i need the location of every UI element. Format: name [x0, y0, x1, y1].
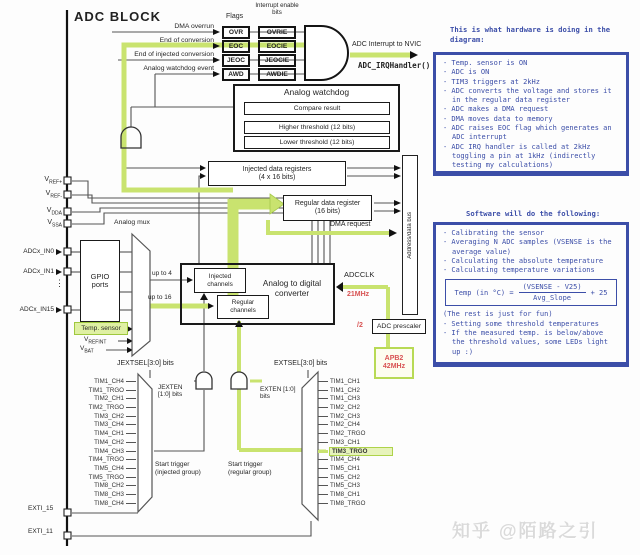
hw-panel-title: This is what hardware is doing in the diagram:: [450, 25, 611, 44]
exten-label: EXTEN [1:0] bits: [260, 386, 296, 400]
and-gate-exten: [231, 372, 247, 389]
trigger-label: TIM1_CH4: [94, 377, 124, 385]
injected-channels-label: Injected channels: [207, 272, 233, 288]
pin-exti11: EXTI_11: [28, 528, 53, 535]
prescaler-div-label: /2: [357, 322, 363, 329]
event-label: Analog watchdog event: [143, 65, 214, 72]
trigger-label: TIM5_CH4: [94, 465, 124, 473]
lower-threshold-box: [244, 136, 390, 149]
trigger-dash: [126, 433, 136, 434]
formula-fraction: [519, 283, 586, 302]
jexten-label: JEXTEN [1:0] bits: [158, 384, 183, 398]
sw-panel-extra-item: - If the measured temp. is below/above the threshold values, some LEDs light up :): [443, 329, 608, 356]
trigger-dash: [126, 485, 136, 486]
trigger-dash: [126, 494, 136, 495]
apb2-clock-box: [374, 347, 414, 379]
analog-mux-label: Analog mux: [114, 219, 150, 226]
trigger-item: [66, 447, 138, 456]
trigger-dash: [126, 390, 136, 391]
and-gate-jexten: [196, 372, 212, 389]
temp-sensor-label: Temp. sensor: [81, 324, 121, 332]
interrupt-enable-header: Interrupt enable bits: [255, 2, 299, 16]
green-fat-arrowhead: [270, 194, 284, 214]
trigger-label: TIM1_CH2: [330, 386, 360, 394]
pin-adcx-in0: ADCx_IN0: [23, 248, 54, 255]
gpio-ports-label: GPIO ports: [90, 272, 110, 289]
adc-interrupt-label: ADC Interrupt to NVIC: [352, 41, 422, 48]
adc-prescaler-box: [372, 319, 426, 334]
trigger-dash: [126, 459, 136, 460]
adc-converter-label: Analog to digital converter: [262, 279, 322, 298]
analog-watchdog-box: [233, 84, 400, 152]
analog-watchdog-title: Analog watchdog: [283, 87, 350, 97]
hw-panel-item: - TIM3 triggers at 2kHz: [443, 77, 540, 86]
trigger-item: [316, 421, 392, 430]
trigger-label: TIM2_CH4: [330, 421, 360, 429]
formula-denominator: Avg_Slope: [533, 294, 572, 303]
trigger-dash: [318, 407, 328, 408]
pin-adcx-in15: ADCx_IN15: [19, 306, 54, 313]
trigger-dash: [318, 381, 328, 382]
trigger-dash: [318, 442, 328, 443]
sw-panel-item: - Calibrating the sensor: [443, 229, 545, 237]
trigger-label: TIM5_TRGO: [88, 473, 124, 481]
gpio-ports-box: [80, 240, 120, 322]
sw-panel-item: - Calculating temperature variations: [443, 266, 595, 275]
flag-box: AWD: [222, 68, 250, 81]
trigger-label: TIM3_TRGO: [330, 448, 392, 455]
trigger-label: TIM3_CH1: [330, 438, 360, 446]
trigger-item: [316, 499, 392, 508]
trigger-label: TIM8_CH4: [94, 499, 124, 507]
trigger-item: [66, 412, 138, 421]
sw-panel-extra-items: [443, 310, 619, 356]
event-label: DMA overrun: [174, 23, 214, 30]
trigger-item: [316, 438, 392, 447]
formula-lhs: Temp (in °C) =: [454, 288, 514, 297]
trigger-dash: [126, 477, 136, 478]
trigger-item: [66, 429, 138, 438]
formula-numerator: (VSENSE - V25): [519, 283, 586, 293]
hw-panel-item: - ADC raises EOC flag which generates an ADC interrupt: [443, 124, 612, 142]
trigger-item: [316, 386, 392, 395]
apb2-label: APB2: [384, 355, 404, 362]
injected-registers-sub: (4 x 16 bits): [258, 173, 296, 181]
higher-threshold-box: [244, 121, 390, 134]
trigger-label: TIM3_CH2: [94, 412, 124, 420]
pin-vdda: $V_{DDA}$: [46, 207, 62, 217]
trigger-dash: [318, 424, 328, 425]
extsel-label: EXTSEL[3:0] bits: [274, 360, 328, 367]
trigger-dash: [318, 433, 328, 434]
trigger-label: TIM5_CH1: [330, 465, 360, 473]
trigger-dash: [318, 416, 328, 417]
trigger-label: TIM5_CH2: [330, 473, 360, 481]
hw-panel-item: - ADC converts the voltage and stores it in the regular data register: [443, 86, 612, 105]
trigger-label: TIM4_CH3: [94, 447, 124, 455]
injected-registers-label: Injected data registers: [242, 165, 312, 173]
hw-panel-item: - ADC is ON: [443, 68, 490, 77]
injected-trigger-mux-shape: [138, 374, 152, 512]
hw-panel-item: - ADC makes a DMA request: [443, 105, 549, 114]
adc-irq-handler-label: ADC_IRQHandler(): [358, 61, 431, 70]
trigger-label: TIM8_CH1: [330, 491, 360, 499]
adc-prescaler-label: ADC prescaler: [376, 322, 422, 330]
trigger-item: [66, 421, 138, 430]
trigger-dash: [126, 451, 136, 452]
event-label: End of conversion: [159, 37, 214, 44]
jextsel-label: JEXTSEL[3:0] bits: [117, 360, 174, 367]
apb2-freq-label: 42MHz: [382, 363, 406, 370]
hw-panel-items: [443, 59, 619, 171]
trigger-dash: [318, 390, 328, 391]
trigger-item: [66, 473, 138, 482]
hw-panel-item: - Temp. sensor is ON: [443, 59, 528, 67]
trigger-item: [316, 490, 392, 499]
trigger-item: [66, 386, 138, 395]
dma-request-label: DMA request: [330, 221, 371, 228]
sw-panel: [433, 222, 629, 367]
trigger-dash: [126, 503, 136, 504]
injected-channels-box: [194, 268, 246, 293]
sw-panel-items: [443, 229, 619, 275]
enable-bit-box: OVRIE: [258, 26, 296, 39]
up-to-4-label: up to 4: [152, 270, 172, 277]
flags-header: Flags: [226, 13, 244, 20]
trigger-label: TIM1_CH1: [330, 377, 360, 385]
pin-ellipsis: ⋮: [55, 278, 64, 288]
trigger-dash: [318, 459, 328, 460]
event-label: End of injected conversion: [134, 51, 214, 58]
trigger-dash: [126, 407, 136, 408]
flag-box: JEOC: [222, 54, 250, 67]
up-to-16-label: up to 16: [148, 294, 172, 301]
trigger-dash: [318, 450, 328, 453]
injected-data-registers-box: [208, 161, 346, 186]
enable-bit-box: JEOCIE: [258, 54, 296, 67]
trigger-label: TIM4_CH1: [94, 430, 124, 438]
temp-sensor-box: [74, 322, 128, 335]
trigger-label: TIM2_CH2: [330, 404, 360, 412]
trigger-label: TIM8_TRGO: [330, 499, 366, 507]
flag-box: EOC: [222, 40, 250, 53]
address-data-bus: [402, 155, 418, 315]
trigger-dash: [126, 381, 136, 382]
trigger-item: [316, 412, 392, 421]
hw-panel-item: - ADC IRQ handler is called at 2kHz toggling a pin at 1kHz (indirectly testing my calculations): [443, 142, 596, 170]
trigger-label: TIM4_CH2: [94, 438, 124, 446]
trigger-dash: [318, 398, 328, 399]
trigger-dash: [318, 503, 328, 504]
trigger-item: [316, 447, 392, 456]
regular-register-sub: (16 bits): [314, 208, 341, 215]
trigger-dash: [126, 468, 136, 469]
trigger-label: TIM4_CH4: [330, 456, 360, 464]
higher-threshold-label: Higher threshold (12 bits): [278, 123, 356, 131]
trigger-label: TIM2_CH3: [330, 412, 360, 420]
watermark: 知乎 @陌路之引: [452, 521, 599, 541]
trigger-dash: [126, 398, 136, 399]
trigger-item: [316, 482, 392, 491]
compare-result-label: Compare result: [293, 104, 341, 112]
hw-panel-item: - DMA moves data to memory: [443, 114, 553, 123]
trigger-item: [66, 394, 138, 403]
sw-panel-item: - Calculating the absolute temperature: [443, 256, 604, 265]
trigger-item: [316, 403, 392, 412]
trigger-label: TIM8_CH3: [94, 491, 124, 499]
trigger-dash: [318, 477, 328, 478]
sw-panel-title: Software will do the following:: [466, 209, 601, 218]
pin-adcx-in1: ADCx_IN1: [23, 268, 54, 275]
trigger-item: [66, 482, 138, 491]
trigger-label: TIM5_CH3: [330, 482, 360, 490]
start-trigger-injected-label: Start trigger (injected group): [155, 461, 201, 476]
pin-exti15: EXTI_15: [28, 505, 54, 512]
trigger-item: [316, 394, 392, 403]
trigger-label: TIM2_TRGO: [330, 430, 366, 438]
trigger-item: [316, 377, 392, 386]
trigger-dash: [126, 424, 136, 425]
trigger-item: [66, 490, 138, 499]
pin-vref-minus: $V_{REF-}$: [45, 190, 62, 200]
flag-rows: [60, 25, 296, 81]
trigger-item: [316, 473, 392, 482]
trigger-item: [66, 499, 138, 508]
compare-result-box: [244, 102, 390, 115]
or-gate-interrupt: [305, 26, 348, 80]
trigger-label: TIM2_CH1: [94, 395, 124, 403]
start-trigger-regular-label: Start trigger (regular group): [228, 461, 272, 476]
trigger-item: [66, 438, 138, 447]
trigger-label: TIM8_CH2: [94, 482, 124, 490]
lower-threshold-label: Lower threshold (12 bits): [279, 138, 355, 146]
trigger-label: TIM1_TRGO: [88, 386, 124, 394]
pin-vrefint: $V_{REFINT}$: [84, 336, 107, 346]
trigger-item: [66, 403, 138, 412]
trigger-dash: [126, 416, 136, 417]
trigger-item: [316, 455, 392, 464]
temperature-formula: [445, 279, 617, 306]
trigger-label: TIM2_TRGO: [88, 404, 124, 412]
trigger-dash: [126, 442, 136, 443]
flag-box: OVR: [222, 26, 250, 39]
hw-panel: [433, 52, 629, 176]
trigger-label: TIM4_TRGO: [88, 456, 124, 464]
trigger-item: [66, 464, 138, 473]
regular-channels-label: Regular channels: [230, 299, 256, 314]
trigger-dash: [318, 494, 328, 495]
trigger-label: TIM3_CH4: [94, 421, 124, 429]
regular-trigger-list: [316, 377, 392, 508]
adcclk-freq-label: 21MHz: [347, 291, 370, 298]
sw-panel-extra-item: - Setting some threshold temperatures: [443, 319, 599, 328]
sw-panel-extra-item: (The rest is just for fun): [443, 310, 553, 319]
flag-row: [60, 67, 296, 81]
enable-bit-box: AWDIE: [258, 68, 296, 81]
page-title: ADC BLOCK: [74, 9, 161, 24]
trigger-dash: [318, 468, 328, 469]
regular-register-label: Regular data register: [294, 200, 361, 207]
trigger-item: [66, 377, 138, 386]
pin-vssa: $V_{SSA}$: [47, 219, 62, 229]
trigger-item: [316, 464, 392, 473]
trigger-dash: [318, 485, 328, 486]
trigger-label: TIM1_CH3: [330, 395, 360, 403]
trigger-item: [66, 455, 138, 464]
formula-rhs: + 25: [590, 288, 608, 297]
address-data-bus-label: Address/data bus: [407, 211, 413, 259]
enable-bit-box: EOCIE: [258, 40, 296, 53]
regular-data-register-box: [283, 195, 372, 221]
injected-trigger-list: [66, 377, 138, 508]
sw-panel-item: - Averaging N ADC samples (VSENSE is the average value): [443, 238, 612, 256]
adcclk-label: ADCCLK: [344, 270, 375, 279]
pin-vbat: $V_{BAT}$: [80, 345, 94, 355]
trigger-item: [316, 429, 392, 438]
pin-vref-plus: $V_{REF+}$: [44, 176, 62, 186]
